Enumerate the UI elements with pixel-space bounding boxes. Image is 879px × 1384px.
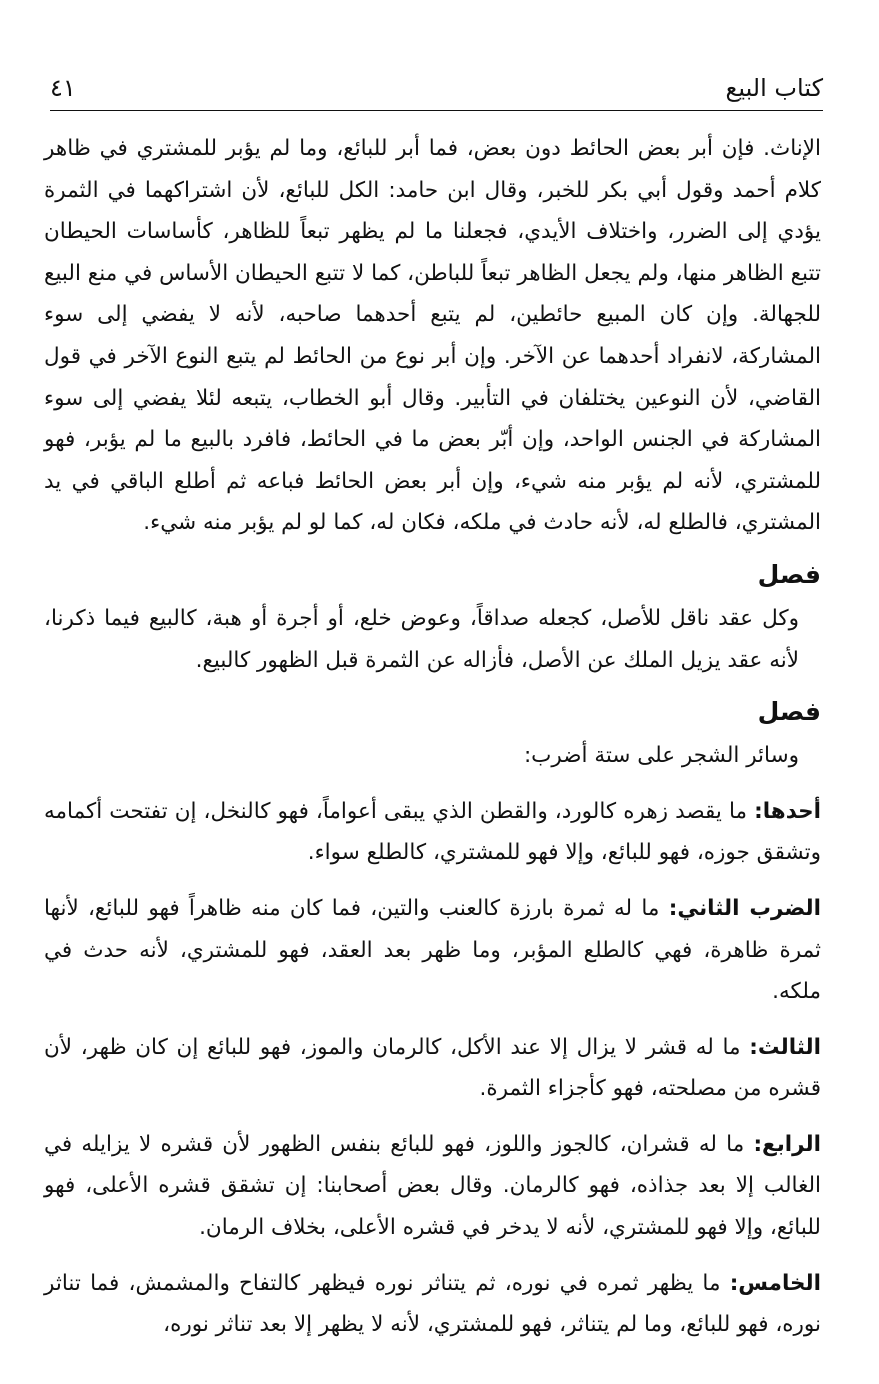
item-text: ما له ثمرة بارزة كالعنب والتين، فما كان منه ظاهراً فهو للبائع، لأنها ثمرة ظاهرة، فهي كالطلع المؤبر، وما ظهر بعد العقد، فهو للمشتري، لأنه حدث في ملكه. (44, 895, 821, 1005)
page-header (50, 68, 823, 106)
list-item (44, 888, 821, 1013)
item-text: ما يقصد زهره كالورد، والقطن الذي يبقى أعواماً، فهو كالنخل، إن تفتحت أكمامه وتشقق جوزه، فهو للبائع، وإلا فهو للمشتري، كالطلع سواء. (44, 798, 821, 866)
list-item (44, 791, 821, 874)
header-rule (50, 110, 823, 111)
item-text: ما له قشر لا يزال إلا عند الأكل، كالرمان والموز، فهو للبائع إن كان ظهر، لأن قشره من مصلحته، فهو كأجزاء الثمرة. (44, 1034, 821, 1102)
page-body (44, 128, 821, 1346)
item-heading: أحدها: (754, 798, 821, 824)
list-item (44, 1027, 821, 1110)
list-item (44, 1124, 821, 1249)
section-title-2: فصل (757, 697, 821, 727)
section2-intro: وسائر الشجر على ستة أضرب: (523, 743, 799, 769)
item-text: ما يظهر ثمره في نوره، ثم يتناثر نوره فيظهر كالتفاح والمشمش، فما تناثر نوره، فهو للبائع، وما لم يتناثر، فهو للمشتري، لأنه لا يظهر إلا بعد تناثر نوره، (44, 1270, 821, 1338)
item-heading: الخامس: (729, 1270, 821, 1296)
page-number: ٤١ (50, 74, 76, 102)
item-text: ما له قشران، كالجوز واللوز، فهو للبائع بنفس الظهور لأن قشره لا يزايله في الغالب إلا بعد جذاذه، فهو كالرمان. وقال بعض أصحابنا: إن تشقق قشره الأعلى، فهو للبائع، وإلا فهو للمشتري، لأنه لا يدخر في قشره الأعلى، بخلاف الرمان. (44, 1131, 821, 1241)
list-item (44, 1263, 821, 1346)
section1-paragraph: وكل عقد ناقل للأصل، كجعله صداقاً، وعوض خلع، أو أجرة أو هبة، كالبيع فيما ذكرنا، لأنه عقد يزيل الملك عن الأصل، فأزاله عن الثمرة قبل الظهور كالبيع. (44, 605, 799, 673)
section-title-1: فصل (757, 559, 821, 589)
intro-paragraph: الإناث. فإن أبر بعض الحائط دون بعض، فما أبر للبائع، وما لم يؤبر للمشتري في ظاهر كلام أحمد وقول أبي بكر للخبر، وقال ابن حامد: الكل للبائع، لأن اشتراكهما في الثمرة يؤدي إلى الضرر، واختلاف الأيدي، فجعلنا ما لم يظهر تبعاً للظاهر، كأساسات الحيطان تتبع الظاهر منها، ولم يجعل الظاهر تبعاً للباطن، كما لا تتبع الحيطان الأساس في منع البيع للجهالة. وإن كان المبيع حائطين، لم يتبع أحدهما صاحبه، لأنه لا يفضي إلى سوء المشاركة، لانفراد أحدهما عن الآخر. وإن أبر نوع من الحائط لم يتبع النوع الآخر في قول القاضي، لأن النوعين يختلفان في التأبير. وقال أبو الخطاب، يتبعه لئلا يفضي إلى سوء المشاركة في الجنس الواحد، وإن أبّر بعض ما في الحائط، فافرد بالبيع ما لم يؤبر، فهو للمشتري، لأنه لم يؤبر منه شيء، وإن أبر بعض الحائط فباعه ثم أطلع الباقي في يد المشتري، فالطلع له، لأنه حادث في ملكه، فكان له، كما لو لم يؤبر منه شيء. (44, 136, 821, 536)
running-title: كتاب البيع (725, 74, 823, 102)
item-heading: الثالث: (749, 1034, 821, 1060)
item-heading: الرابع: (753, 1131, 821, 1157)
item-heading: الضرب الثاني: (668, 895, 821, 921)
